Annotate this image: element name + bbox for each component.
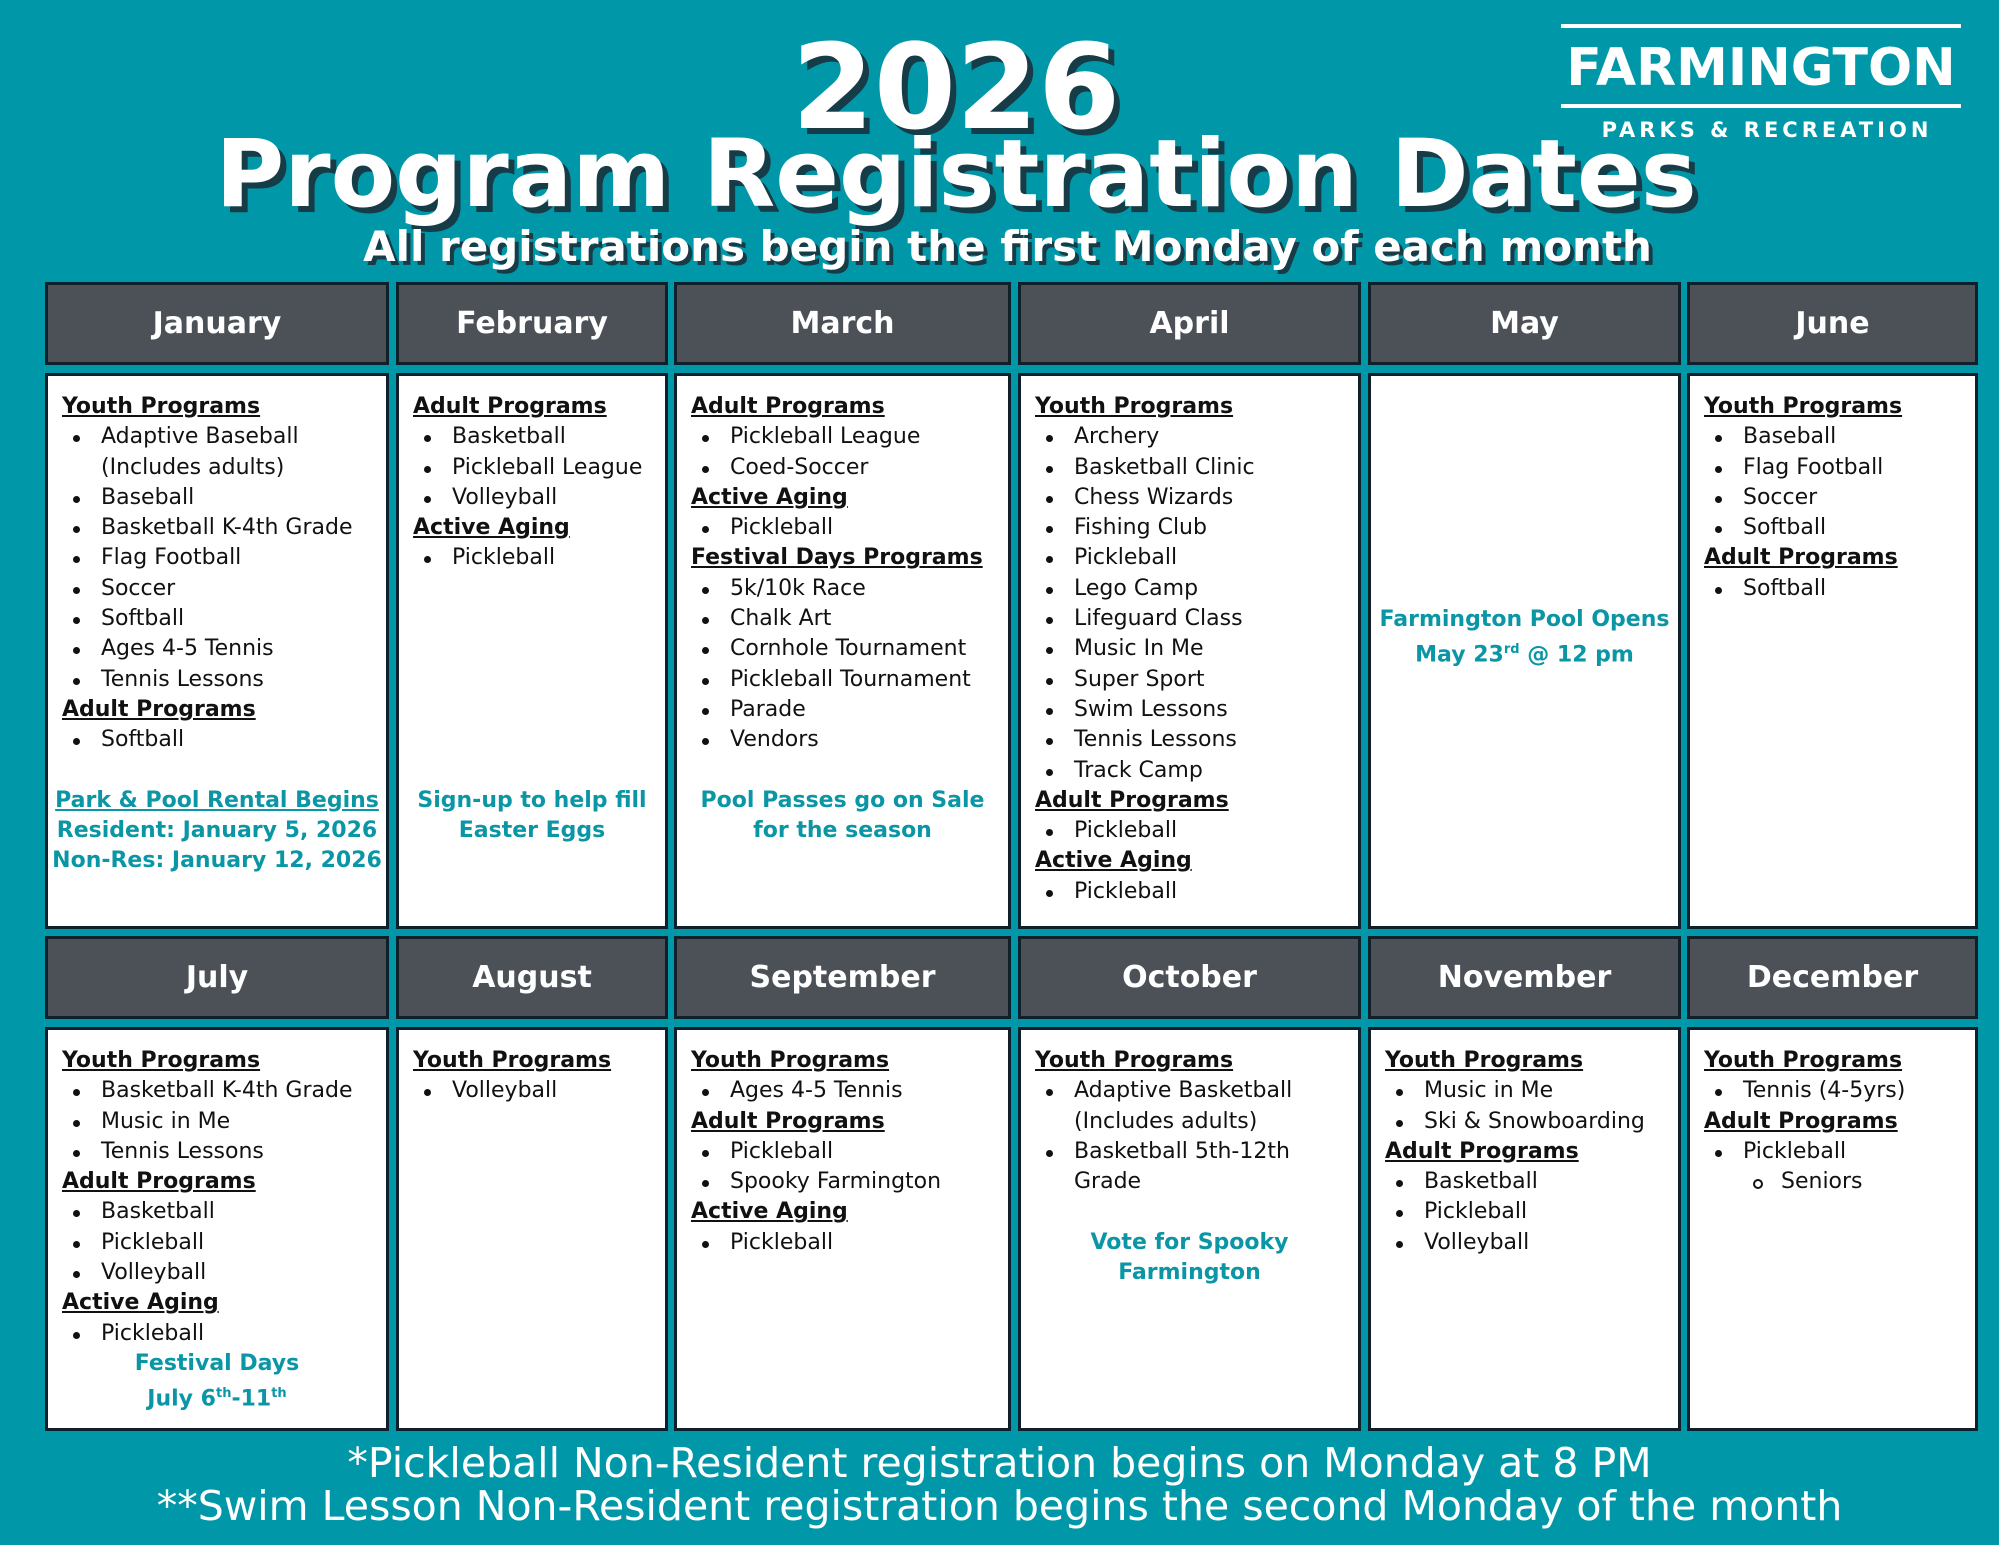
month-box-november [1368,1027,1681,1431]
section-heading: Youth Programs [1035,394,1234,419]
list-item: Spooky Farmington [691,1167,1008,1197]
list-item: Basketball 5th-12th [1035,1137,1358,1167]
festival-days-date [48,1379,386,1415]
list-item: Lifeguard Class [1035,604,1358,634]
month-box-may [1368,373,1681,929]
month-box-august [396,1027,668,1431]
pool-opens-date-time: @ 12 pm [1519,642,1634,668]
pool-rental-note-text: Park & Pool Rental Begins [55,787,379,813]
nonres-date-note: Non-Res: January 12, 2026 [52,848,382,874]
section-heading: Youth Programs [413,1048,612,1073]
list-item: Pickleball [691,513,1008,543]
logo-name: FARMINGTON [1566,38,1956,98]
list-item: Basketball K-4th Grade [62,1076,386,1106]
list-item: Track Camp [1035,756,1358,786]
festival-date-sup: th [215,1386,232,1402]
footer-note-swim: **Swim Lesson Non-Resident registration begins the second Monday of the month [156,1482,1843,1530]
section-heading: Adult Programs [1704,545,1898,571]
farmington-logo [1561,24,1961,142]
list-item: Baseball [1704,422,1975,452]
list-item: Ages 4-5 Tennis [691,1076,1008,1106]
section-heading: Adult Programs [62,696,256,722]
list-item: Fishing Club [1035,513,1358,543]
list-sub-item: Seniors [1704,1167,1975,1197]
list-item: Flag Football [1704,453,1975,483]
section-heading: Adult Programs [691,394,885,419]
page-title: Program Registration Dates [215,120,1697,229]
list-item: Music In Me [1035,634,1358,664]
list-item: Adaptive Baseball [62,422,386,452]
month-header-may: May [1368,282,1681,365]
section-heading: Youth Programs [1704,394,1903,419]
list-item: Volleyball [413,483,665,513]
section-heading: Adult Programs [1704,1108,1898,1134]
month-header-march: March [674,282,1011,365]
month-box-january [45,373,389,929]
page-subtitle: All registrations begin the first Monday of each month [363,222,1652,271]
list-item: Softball [62,604,386,634]
festival-date-start: July 6 [147,1386,216,1412]
month-box-july [45,1027,389,1431]
month-header-august: August [396,936,668,1019]
list-item: Pickleball [1385,1197,1678,1227]
logo-bottom-rule [1561,104,1961,108]
pool-opens-date-sup: rd [1503,642,1520,658]
vote-note: Farmington [1118,1260,1261,1286]
section-heading: Adult Programs [1035,787,1229,813]
month-header-december: December [1687,936,1978,1019]
list-item: Chalk Art [691,604,1008,634]
vote-note: Vote for Spooky [1090,1229,1289,1255]
section-heading: Youth Programs [691,1048,890,1073]
month-header-june: June [1687,282,1978,365]
festival-date-end: -11 [231,1386,272,1412]
month-header-november: November [1368,936,1681,1019]
list-item: Volleyball [62,1258,386,1288]
section-heading: Festival Days Programs [691,545,983,571]
list-item: Pickleball [62,1319,386,1349]
list-item-continued [62,453,386,483]
list-item: Softball [1704,513,1975,543]
easter-note: Sign-up to help fill [417,787,647,813]
pool-opens-note: Farmington Pool Opens [1379,607,1670,632]
list-item: Ski & Snowboarding [1385,1107,1678,1137]
month-header-january: January [45,282,389,365]
section-heading: Adult Programs [1385,1138,1579,1164]
list-item: Parade [691,695,1008,725]
month-box-february [396,373,668,929]
section-heading: Youth Programs [1704,1048,1903,1073]
list-item: Flag Football [62,543,386,573]
list-item: Soccer [62,574,386,604]
month-header-april: April [1018,282,1361,365]
logo-top-rule [1561,24,1961,28]
list-item: Basketball Clinic [1035,453,1358,483]
month-box-april [1018,373,1361,929]
list-item: Volleyball [413,1076,665,1106]
section-heading: Adult Programs [691,1108,885,1134]
list-item: Tennis Lessons [1035,725,1358,755]
section-heading: Youth Programs [1385,1048,1584,1073]
list-item: Volleyball [1385,1228,1678,1258]
list-item: Pickleball [1035,816,1358,846]
list-item: Archery [1035,422,1358,452]
section-heading: Active Aging [691,1199,848,1225]
list-item: Swim Lessons [1035,695,1358,725]
list-item: Music in Me [62,1107,386,1137]
list-item: Chess Wizards [1035,483,1358,513]
section-heading: Youth Programs [62,1048,261,1073]
list-item: Pickleball League [413,453,665,483]
pool-pass-note: Pool Passes go on Sale [700,787,985,813]
logo-subtitle: PARKS & RECREATION [1601,118,1933,142]
section-heading: Active Aging [1035,848,1192,874]
list-item: Super Sport [1035,665,1358,695]
list-item: Pickleball [62,1228,386,1258]
list-item: Tennis (4-5yrs) [1704,1076,1975,1106]
list-item: Pickleball League [691,422,1008,452]
section-heading: Active Aging [691,484,848,510]
month-box-march [674,373,1011,929]
month-header-october: October [1018,936,1361,1019]
list-item: Basketball [1385,1167,1678,1197]
list-item: Cornhole Tournament [691,634,1008,664]
list-item: Pickleball [413,543,665,573]
festival-date-sup: th [271,1386,287,1402]
list-item: Pickleball [691,1137,1008,1167]
list-item: Tennis Lessons [62,665,386,695]
list-item: Coed-Soccer [691,453,1008,483]
list-item: Pickleball [691,1228,1008,1258]
list-item: Basketball [62,1197,386,1227]
list-item-continued: Grade [1074,1169,1142,1195]
section-heading: Active Aging [413,515,570,541]
section-heading: Youth Programs [62,394,261,419]
list-item-continued: (Includes adults) [1074,1108,1258,1134]
list-item: Music in Me [1385,1076,1678,1106]
easter-note: Easter Eggs [458,818,606,844]
list-item: Pickleball [1035,543,1358,573]
pool-pass-note: for the season [753,818,932,844]
month-box-december [1687,1027,1978,1431]
pool-rental-note [48,786,386,816]
month-box-september [674,1027,1011,1431]
list-item: Tennis Lessons [62,1137,386,1167]
list-item: Pickleball [1035,877,1358,907]
section-heading: Adult Programs [62,1169,256,1195]
pool-opens-date [1371,635,1678,671]
list-item: Ages 4-5 Tennis [62,634,386,664]
section-heading: Adult Programs [413,394,607,419]
month-header-september: September [674,936,1011,1019]
footer-note-pickleball: *Pickleball Non-Resident registration begins on Monday at 8 PM [347,1439,1652,1487]
list-item: Basketball [413,422,665,452]
month-box-october [1018,1027,1361,1431]
section-heading: Youth Programs [1035,1048,1234,1073]
list-item: Softball [62,725,386,755]
list-item: Pickleball Tournament [691,665,1008,695]
resident-date-note: Resident: January 5, 2026 [56,818,378,844]
list-item: Adaptive Basketball [1035,1076,1358,1106]
list-item: Softball [1704,574,1975,604]
month-header-february: February [396,282,668,365]
section-heading: Active Aging [62,1290,219,1316]
list-item: Pickleball [1704,1137,1975,1167]
list-item: Baseball [62,483,386,513]
list-item-continued-text: (Includes adults) [101,454,285,480]
title-year: 2026 [791,18,1121,156]
month-box-june [1687,373,1978,929]
month-header-july: July [45,936,389,1019]
pool-opens-date-main: May 23 [1415,642,1504,668]
list-item: Soccer [1704,483,1975,513]
festival-days-note: Festival Days [134,1350,300,1376]
list-item: Basketball K-4th Grade [62,513,386,543]
list-item: 5k/10k Race [691,574,1008,604]
list-item: Lego Camp [1035,574,1358,604]
list-item: Vendors [691,725,1008,755]
